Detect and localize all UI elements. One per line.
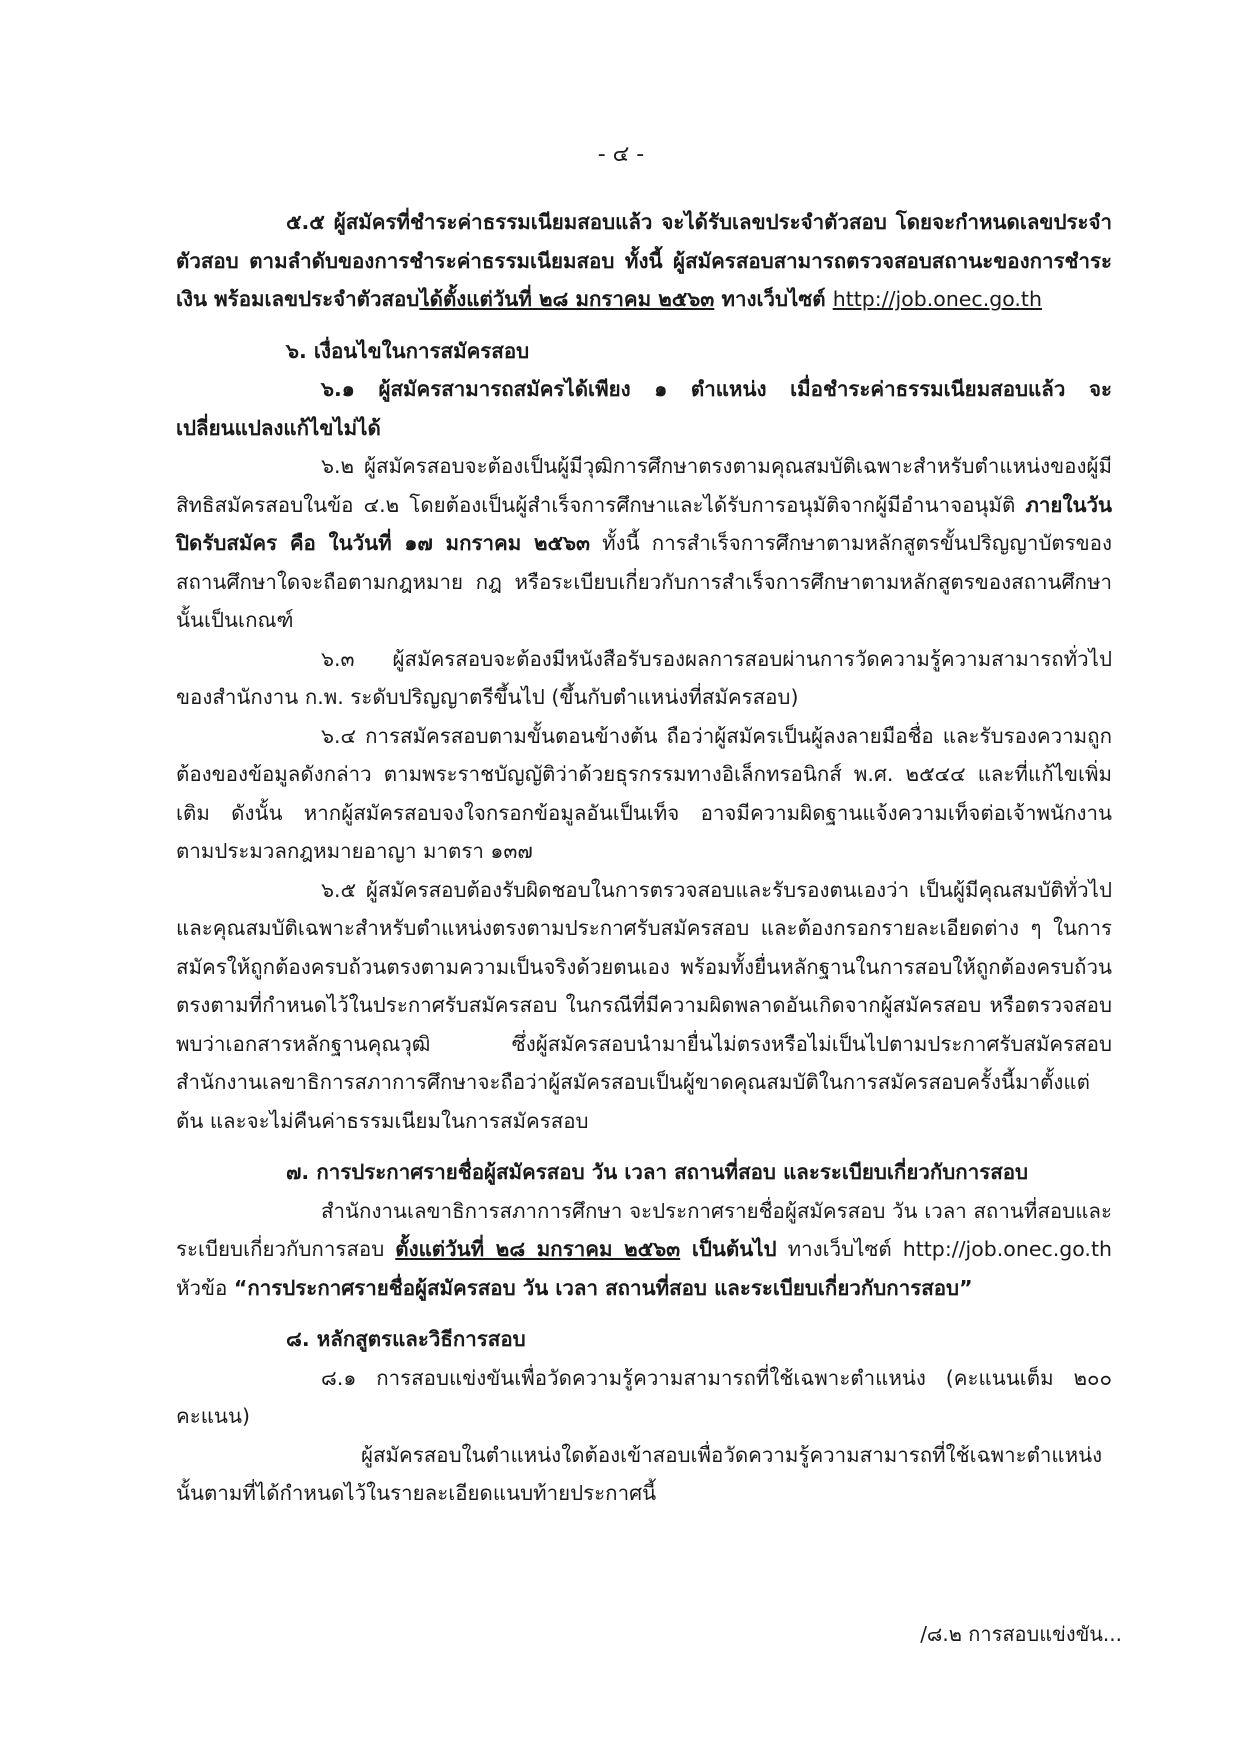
section-6-heading: ๖. เงื่อนไขในการสมัครสอบ — [286, 338, 530, 363]
clause-7-date: ตั้งแต่วันที่ ๒๘ มกราคม ๒๕๖๓ — [395, 1237, 681, 1261]
clause-6-2-text-c: ทั้งนี้ การสำเร็จการศึกษาตามหลักสูตรขั้นปริญญาบัตรของสถานศึกษาใดจะถือตามกฎหมาย กฎ หรือระเบียบเกี่ยวกับการสำเร็จการศึกษาตามหลักสูตรของสถานศึกษานั้นเป็นเกณฑ์ — [176, 531, 1112, 632]
onec-job-link[interactable]: http://job.onec.go.th — [832, 287, 1042, 311]
document-body — [176, 203, 1112, 1513]
clause-6-1: ๖.๑ ผู้สมัครสามารถสมัครได้เพียง ๑ ตำแหน่ง เมื่อชำระค่าธรรมเนียมสอบแล้ว จะเปลี่ยนแปลงแก้ไขไม่ได้ — [176, 377, 1112, 440]
clause-6-5: ๖.๕ ผู้สมัครสอบต้องรับผิดชอบในการตรวจสอบและรับรองตนเองว่า เป็นผู้มีคุณสมบัติทั่วไปและคุณสมบัติเฉพาะสำหรับตำแหน่งตรงตามประกาศรับสมัครสอบ และต้องกรอกรายละเอียดต่าง ๆ ในการสมัครให้ถูกต้องครบถ้วนตรงตามความเป็นจริงด้วยตนเอง พร้อมทั้งยื่นหลักฐานในการสอบให้ถูกต้องครบถ้วนตรงตามที่กำหนดไว้ในประกาศรับสมัครสอบ ในกรณีที่มีความผิดพลาดอันเกิดจากผู้สมัครสอบ หรือตรวจสอบพบว่าเอกสารหลักฐานคุณวุฒิ ซึ่งผู้สมัครสอบนำมายื่นไม่ตรงหรือไม่เป็นไปตามประกาศรับสมัครสอบ สำนักงานเลขาธิการสภาการศึกษาจะถือว่าผู้สมัครสอบเป็นผู้ขาดคุณสมบัติในการสมัครสอบครั้งนี้มาตั้งแต่ต้น และจะไม่คืนค่าธรรมเนียมในการสมัครสอบ — [176, 877, 1112, 1133]
clause-5-5 — [176, 203, 1112, 319]
clause-8-1: ๘.๑ การสอบแข่งขันเพื่อวัดความรู้ความสามารถที่ใช้เฉพาะตำแหน่ง (คะแนนเต็ม ๒๐๐ คะแนน) — [176, 1365, 1112, 1428]
continuation-note: /๘.๒ การสอบแข่งขัน... — [920, 1622, 1122, 1646]
clause-8-1-detail: ผู้สมัครสอบในตำแหน่งใดต้องเข้าสอบเพื่อวัดความรู้ความสามารถที่ใช้เฉพาะตำแหน่งนั้นตามที่ได้กำหนดไว้ในรายละเอียดแนบท้ายประกาศนี้ — [176, 1442, 1103, 1505]
clause-6-3: ๖.๓ ผู้สมัครสอบจะต้องมีหนังสือรับรองผลการสอบผ่านการวัดความรู้ความสามารถทั่วไปของสำนักงาน ก.พ. ระดับปริญญาตรีขึ้นไป (ขึ้นกับตำแหน่งที่สมัครสอบ) — [176, 646, 1112, 709]
clause-5-5-date: ได้ตั้งแต่วันที่ ๒๘ มกราคม ๒๕๖๓ — [419, 287, 715, 311]
clause-6-2-text-a: ๖.๒ ผู้สมัครสอบจะต้องเป็นผู้มีวุฒิการศึกษาตรงตามคุณสมบัติเฉพาะสำหรับตำแหน่งของผู้มีสิทธิสมัครสอบในข้อ ๔.๒ โดยต้องเป็นผู้สำเร็จการศึกษาและได้รับการอนุมัติจากผู้มีอำนาจอนุมัติ — [176, 454, 1112, 517]
clause-5-5-web-label: ทางเว็บไซต์ — [714, 287, 833, 311]
section-7-heading: ๗. การประกาศรายชื่อผู้สมัครสอบ วัน เวลา สถานที่สอบ และระเบียบเกี่ยวกับการสอบ — [286, 1160, 1029, 1184]
clause-7-body — [176, 1192, 1112, 1308]
clause-7-topic: “การประกาศรายชื่อผู้สมัครสอบ วัน เวลา สถานที่สอบ และระเบียบเกี่ยวกับการสอบ” — [233, 1275, 973, 1300]
page-number: - ๔ - — [597, 142, 645, 167]
section-8-heading: ๘. หลักสูตรและวิธีการสอบ — [286, 1327, 526, 1351]
clause-6-2-deadline: ภายในวันปิดรับสมัคร คือ ในวันที่ ๑๗ มกราคม ๒๕๖๓ — [176, 492, 1112, 555]
clause-5-5-text: ๕.๕ ผู้สมัครที่ชำระค่าธรรมเนียมสอบแล้ว จะได้รับเลขประจำตัวสอบ โดยจะกำหนดเลขประจำตัวสอบ ตามลำดับของการชำระค่าธรรมเนียมสอบ ทั้งนี้ ผู้สมัครสอบสามารถตรวจสอบสถานะของการชำระเงิน พร้อมเลขประจำตัวสอบ — [176, 210, 1112, 311]
clause-6-2 — [176, 447, 1112, 640]
clause-7-text-a: สำนักงานเลขาธิการสภาการศึกษา จะประกาศรายชื่อผู้สมัครสอบ วัน เวลา สถานที่สอบและระเบียบเกี่ยวกับการสอบ — [176, 1198, 1112, 1261]
clause-6-4: ๖.๔ การสมัครสอบตามขั้นตอนข้างต้น ถือว่าผู้สมัครเป็นผู้ลงลายมือชื่อ และรับรองความถูกต้องของข้อมูลดังกล่าว ตามพระราชบัญญัติว่าด้วยธุรกรรมทางอิเล็กทรอนิกส์ พ.ศ. ๒๕๔๔ และที่แก้ไขเพิ่มเติม ดังนั้น หากผู้สมัครสอบจงใจกรอกข้อมูลอันเป็นเท็จ อาจมีความผิดฐานแจ้งความเท็จต่อเจ้าพนักงาน ตามประมวลกฎหมายอาญา มาตรา ๑๓๗ — [176, 723, 1112, 863]
clause-7-onward: เป็นต้นไป — [680, 1237, 777, 1261]
clause-7-web: ทางเว็บไซต์ http://job.onec.go.th หัวข้อ — [176, 1237, 1112, 1300]
